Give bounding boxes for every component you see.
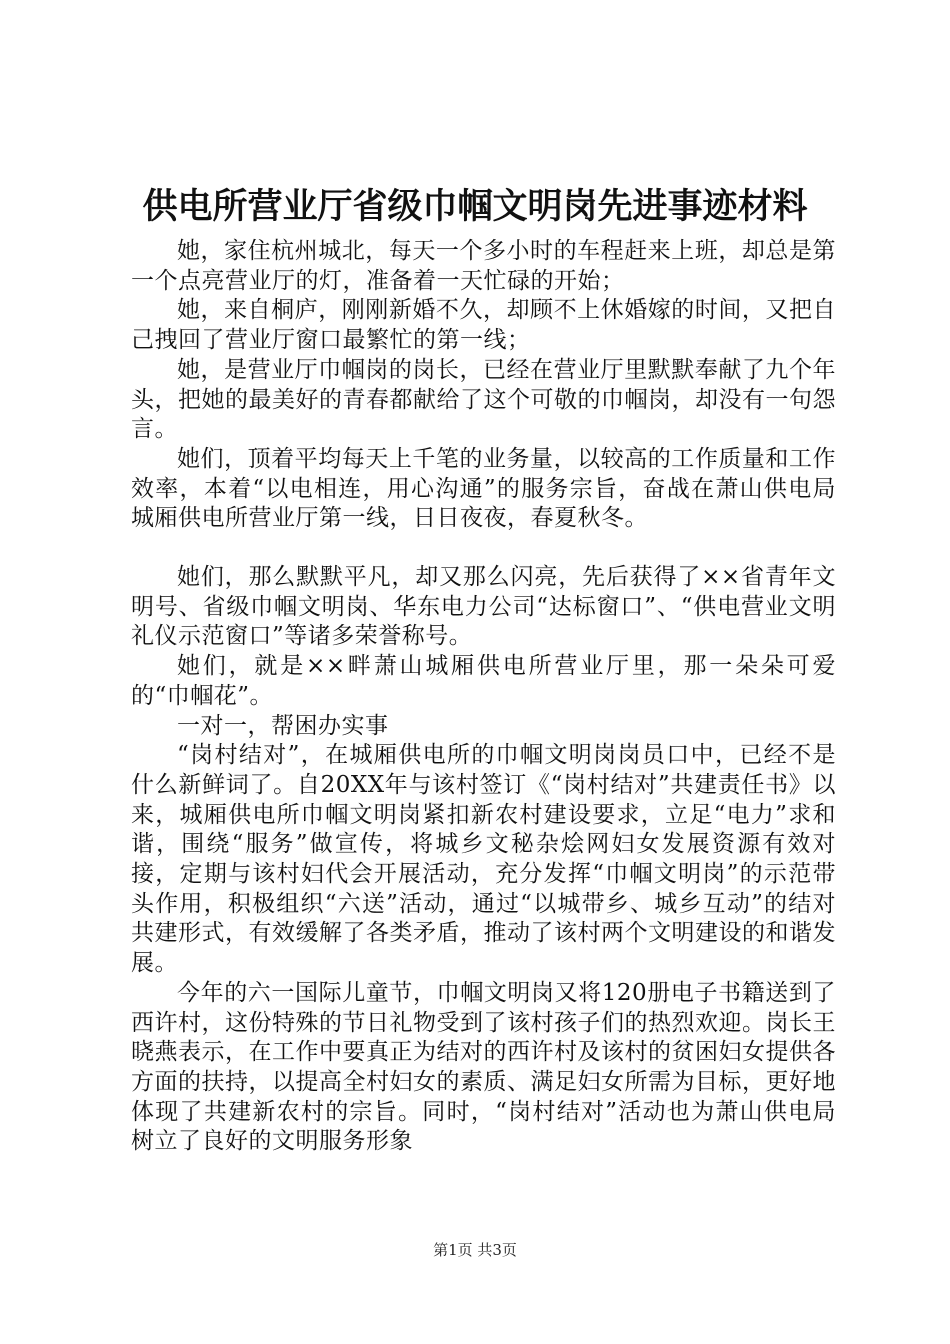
paragraph: 她们，就是××畔萧山城厢供电所营业厅里，那一朵朵可爱的“巾帼花”。	[131, 653, 836, 709]
document-title: 供电所营业厅省级巾帼文明岗先进事迹材料	[142, 186, 808, 227]
paragraph: 她们，顶着平均每天上千笔的业务量，以较高的工作质量和工作效率，本着“以电相连，用心沟通”的服务宗旨，奋战在萧山供电局城厢供电所营业厅第一线，日日夜夜，春夏秋冬。	[131, 445, 836, 532]
paragraph: 她，来自桐庐，刚刚新婚不久，却顾不上休婚嫁的时间，又把自己拽回了营业厅窗口最繁忙的第一线；	[131, 297, 836, 354]
page-footer: 第1页 共3页	[433, 1241, 517, 1259]
document-body	[131, 237, 836, 1157]
paragraph: 今年的六一国际儿童节，巾帼文明岗又将120册电子书籍送到了西许村，这份特殊的节日礼物受到了该村孩子们的热烈欢迎。岗长王晓燕表示，在工作中要真正为结对的西许村及该村的贫困妇女提供各方面的扶持，以提高全村妇女的素质、满足妇女所需为目标，更好地体现了共建新农村的宗旨。同时，“岗村结对”活动也为萧山供电局树立了良好的文明服务形象	[131, 979, 836, 1155]
paragraph: 她们，那么默默平凡，却又那么闪亮，先后获得了××省青年文明号、省级巾帼文明岗、华东电力公司“达标窗口”、“供电营业文明礼仪示范窗口”等诸多荣誉称号。	[131, 564, 836, 650]
section-heading: 一对一，帮困办实事	[177, 712, 389, 739]
paragraph: 她，家住杭州城北，每天一个多小时的车程赶来上班，却总是第一个点亮营业厅的灯，准备着一天忙碌的开始；	[131, 238, 836, 294]
paragraph: “岗村结对”，在城厢供电所的巾帼文明岗岗员口中，已经不是什么新鲜词了。自20XX年与该村签订《“岗村结对”共建责任书》以来，城厢供电所巾帼文明岗紧扣新农村建设要求，立足“电力”求和谐，围绕“服务”做宣传，将城乡文秘杂烩网妇女发展资源有效对接，定期与该村妇代会开展活动，充分发挥“巾帼文明岗”的示范带头作用，积极组织“六送”活动，通过“以城带乡、城乡互动”的结对共建形式，有效缓解了各类矛盾，推动了该村两个文明建设的和谐发展。	[131, 742, 836, 977]
paragraph: 她，是营业厅巾帼岗的岗长，已经在营业厅里默默奉献了九个年头，把她的最美好的青春都献给了这个可敬的巾帼岗，却没有一句怨言。	[131, 356, 836, 443]
